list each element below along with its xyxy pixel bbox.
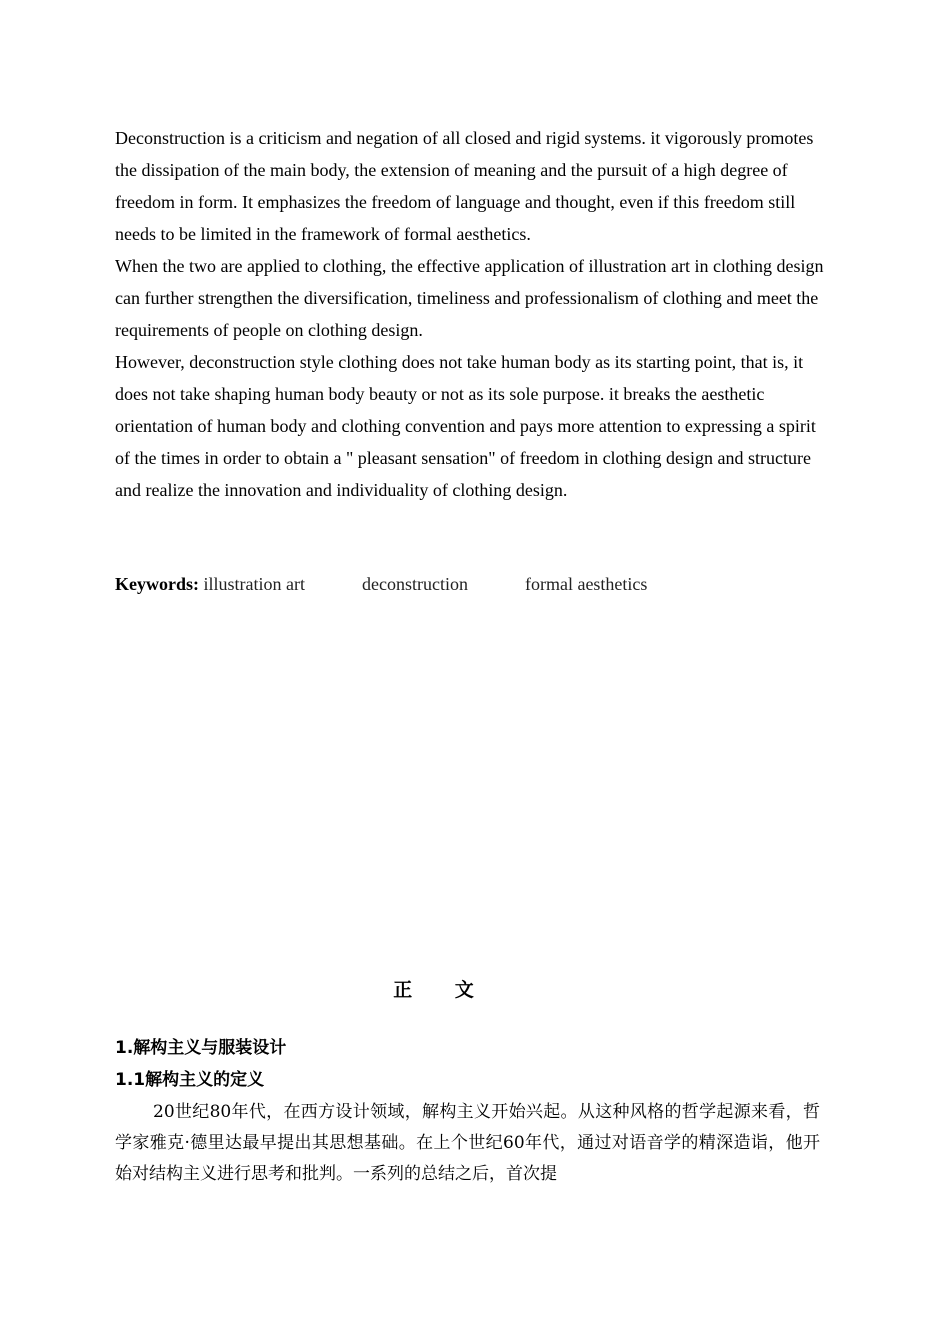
keyword-term: deconstruction [361, 574, 468, 594]
abstract-paragraph: When the two are applied to clothing, the effective application of illustration art in clothing design can further strengthen the diversification, timeliness and professionalism of clothing and meet the requirements of people on clothing design. [115, 256, 824, 340]
body-paragraph: 20世纪80年代，在西方设计领域，解构主义开始兴起。从这种风格的哲学起源来看，哲学家雅克·德里达最早提出其思想基础。在上个世纪60年代，通过对语音学的精深造诣，他开始对结构主义进行思考和批判。一系列的总结之后，首次提 [115, 1102, 820, 1184]
abstract-paragraph: However, deconstruction style clothing does not take human body as its starting point, that is, it does not take shaping human body beauty or not as its sole purpose. it breaks the aesthetic orientation of human body and clothing convention and pays more attention to expressing a spirit of the times in order to obtain a " pleasant sensation" of freedom in clothing design and structure and realize the innovation and individuality of clothing design. [115, 352, 816, 500]
keyword-term: formal aesthetics [524, 574, 648, 594]
keywords-label: Keywords: [115, 574, 199, 594]
abstract-paragraph: Deconstruction is a criticism and negation of all closed and rigid systems. it vigorously promotes the dissipation of the main body, the extension of meaning and the pursuit of a high degree of freedom in form. It emphasizes the freedom of language and thought, even if this freedom still needs to be limited in the framework of formal aesthetics. [115, 128, 814, 244]
subsection-heading: 1.1解构主义的定义 [115, 1070, 265, 1090]
chapter-heading: 1.解构主义与服装设计 [115, 1038, 287, 1058]
section-title: 正 文 [393, 979, 492, 1001]
keywords-line [115, 568, 647, 600]
keyword-term: illustration art [203, 574, 305, 594]
english-abstract [115, 122, 825, 506]
